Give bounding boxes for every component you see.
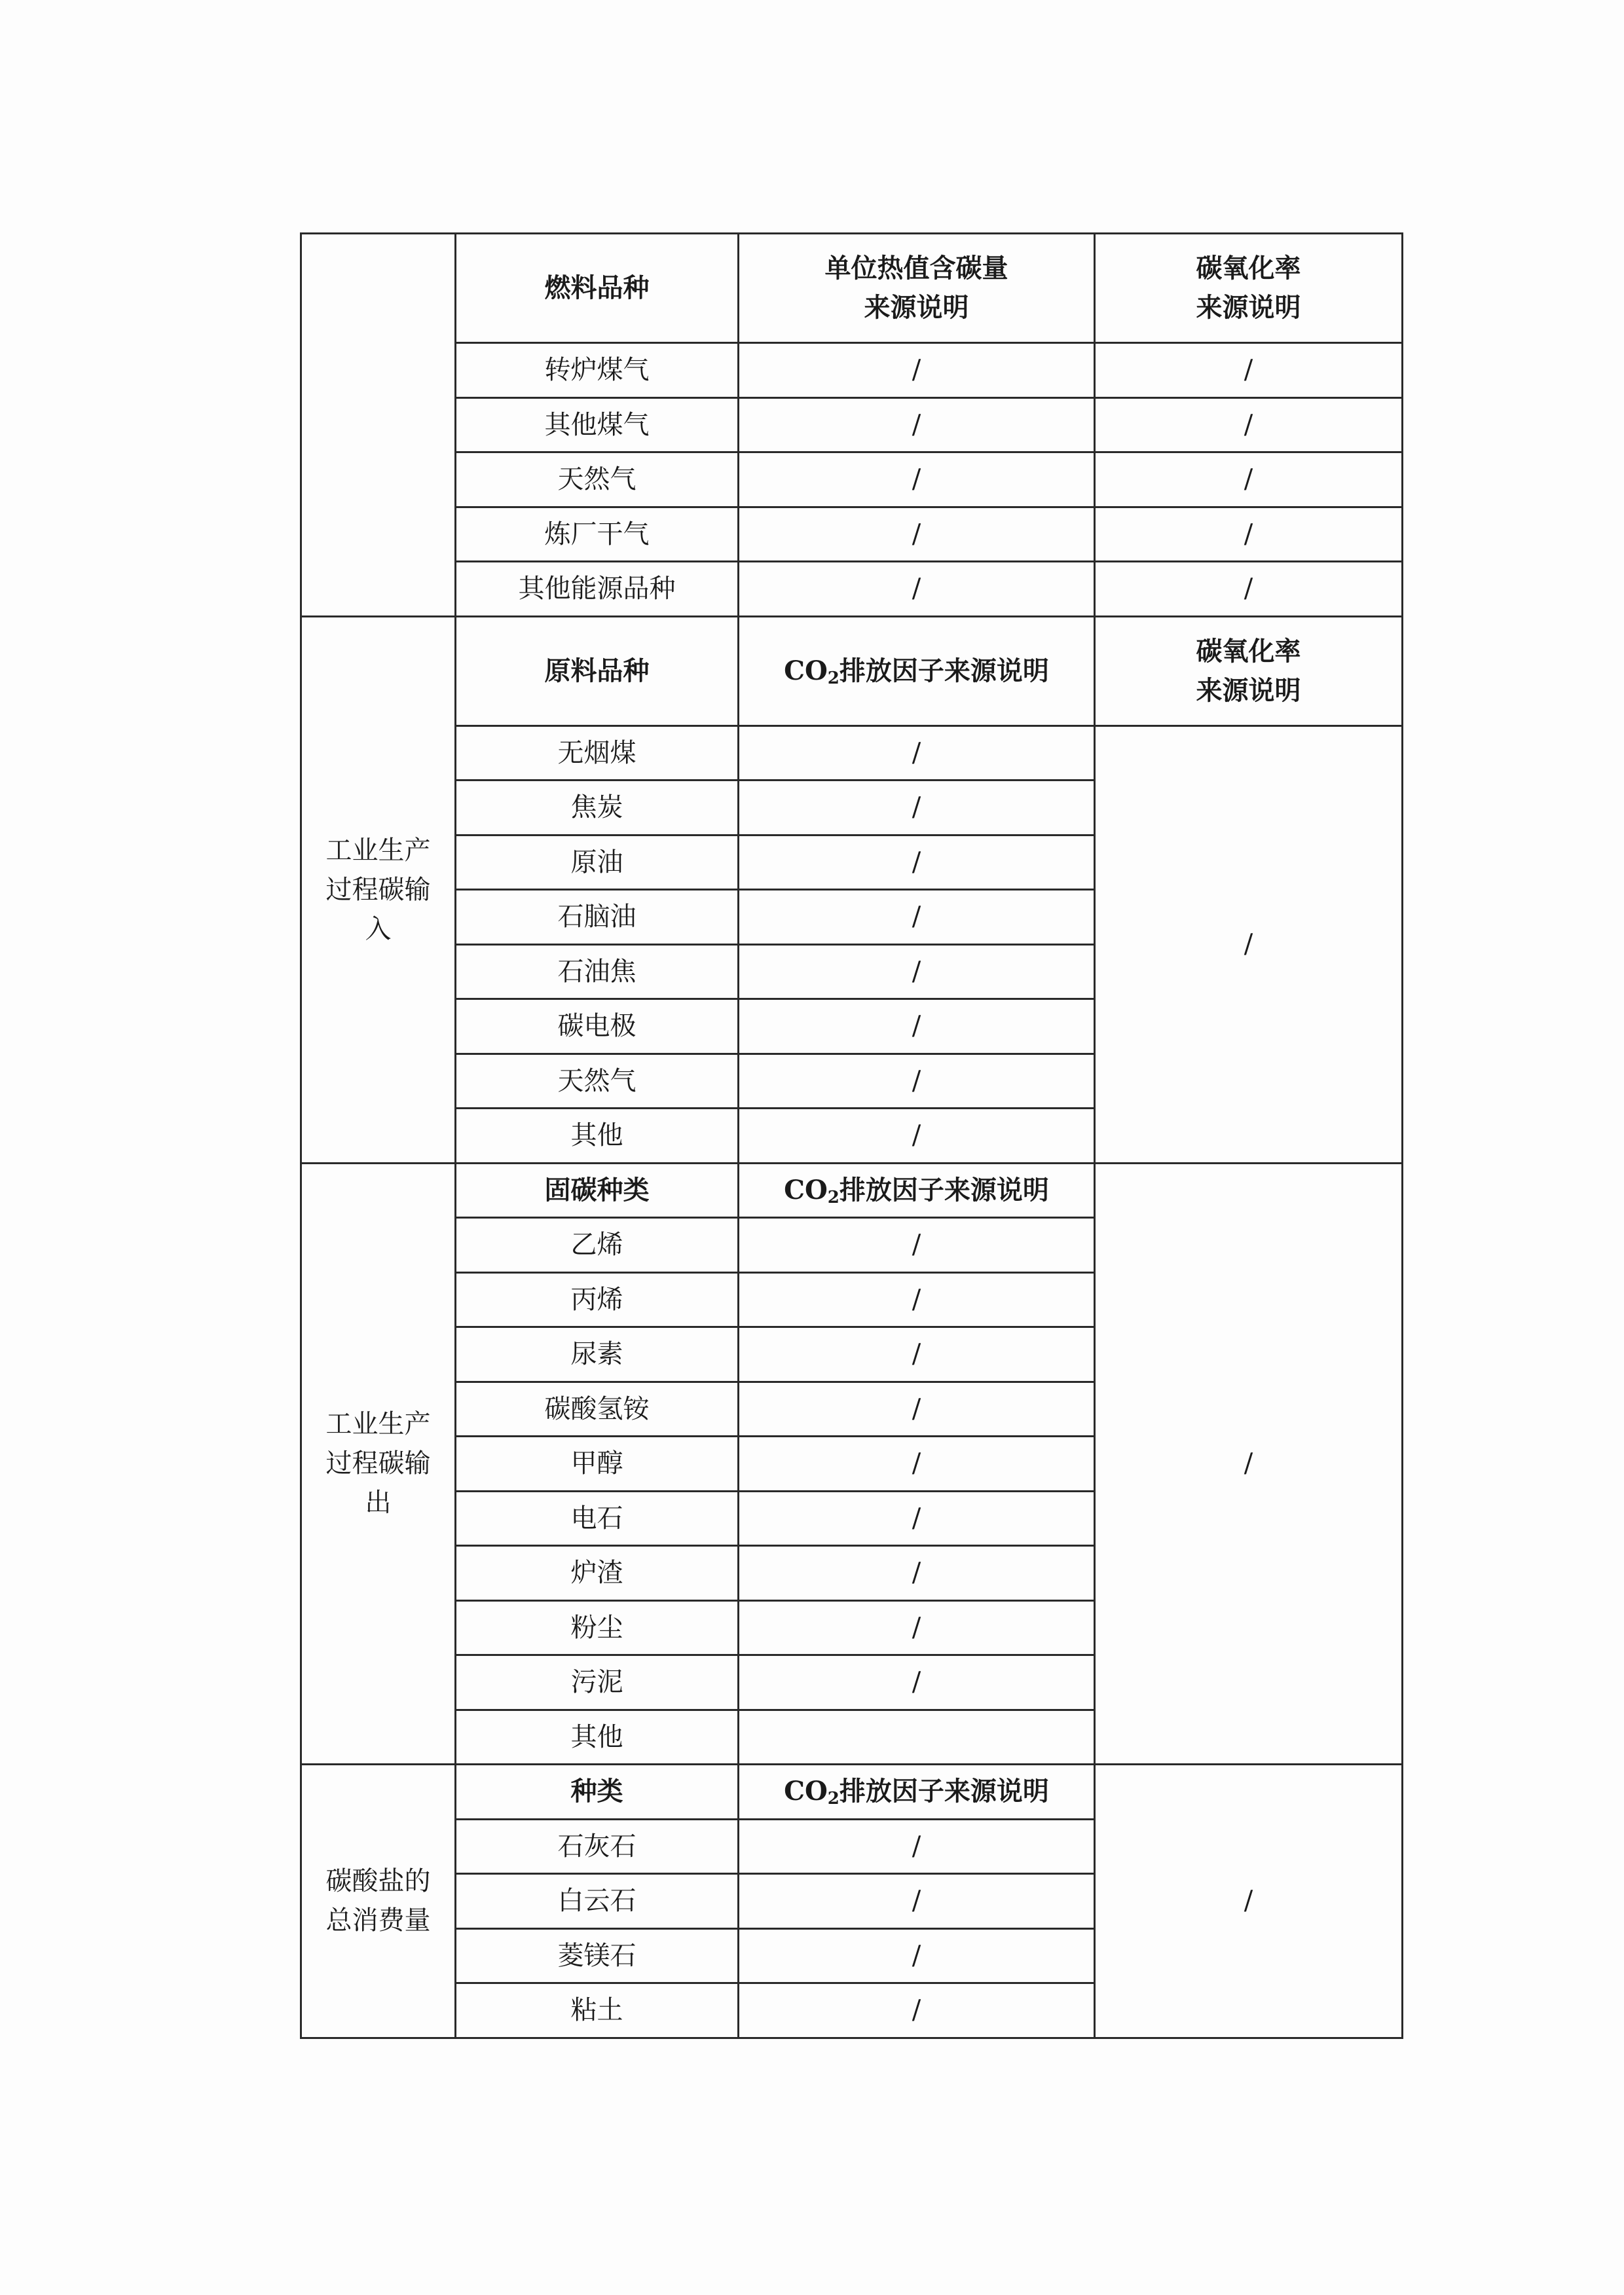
material-name: 无烟煤 <box>456 725 739 780</box>
oxidation-rate-value: / <box>1095 452 1403 507</box>
co2-factor-value: / <box>739 1382 1095 1437</box>
material-name: 天然气 <box>456 1054 739 1109</box>
fixation-name: 污泥 <box>456 1655 739 1710</box>
material-name: 焦炭 <box>456 780 739 835</box>
co2-factor-value: / <box>739 999 1095 1054</box>
table-row <box>301 343 1403 398</box>
fixation-name: 尿素 <box>456 1327 739 1382</box>
section1-header-row <box>301 234 1403 343</box>
co2-factor-value: / <box>739 944 1095 999</box>
fuel-name: 天然气 <box>456 452 739 507</box>
co2-factor-value: / <box>739 1874 1095 1929</box>
carbonate-type-header: 种类 <box>456 1765 739 1820</box>
oxidation-rate-value: / <box>1095 562 1403 617</box>
table-row <box>301 562 1403 617</box>
section4-category-line2: 总消费量 <box>325 1905 431 1936</box>
section3-category-cell <box>301 1163 456 1765</box>
section1-category-cell <box>301 234 456 617</box>
co2-factor-value: / <box>739 835 1095 890</box>
carbon-content-header-line2: 来源说明 <box>864 292 969 323</box>
fixation-name: 其他 <box>456 1710 739 1765</box>
section3-category-line2: 过程碳输 <box>325 1448 431 1479</box>
fuel-type-header: 燃料品种 <box>456 234 739 343</box>
fixation-name: 乙烯 <box>456 1218 739 1273</box>
carbon-content-value: / <box>739 507 1095 562</box>
section3-merged-value: / <box>1095 1163 1403 1765</box>
table-row <box>301 397 1403 452</box>
carbon-content-value: / <box>739 397 1095 452</box>
co2-factor-value: / <box>739 1819 1095 1874</box>
co2-factor-header <box>739 1765 1095 1820</box>
co2-factor-value: / <box>739 1600 1095 1655</box>
section2-merged-value: / <box>1095 725 1403 1163</box>
section2-header-row <box>301 616 1403 725</box>
carbon-content-value: / <box>739 562 1095 617</box>
co2-subscript: 2 <box>827 1789 840 1809</box>
co2-factor-value: / <box>739 890 1095 945</box>
co2-suffix: 排放因子来源说明 <box>839 1174 1049 1205</box>
section4-category-cell <box>301 1765 456 2038</box>
carbon-content-value: / <box>739 452 1095 507</box>
oxidation-rate-header-line2: 来源说明 <box>1196 674 1301 706</box>
fixation-name: 炉渣 <box>456 1546 739 1601</box>
co2-factor-value: / <box>739 1272 1095 1327</box>
fuel-name: 其他煤气 <box>456 397 739 452</box>
carbon-content-header-line1: 单位热值含碳量 <box>824 253 1008 284</box>
fixation-name: 电石 <box>456 1491 739 1546</box>
co2-factor-value: / <box>739 1218 1095 1273</box>
co2-factor-value: / <box>739 780 1095 835</box>
section4-category-line1: 碳酸盐的 <box>325 1866 431 1897</box>
section2-category-line1: 工业生产 <box>325 835 431 866</box>
section2-category-cell <box>301 616 456 1163</box>
oxidation-rate-header <box>1095 616 1403 725</box>
co2-factor-value: / <box>739 1983 1095 2038</box>
co2-prefix: CO <box>784 1174 828 1205</box>
oxidation-rate-header-line1: 碳氧化率 <box>1196 253 1301 284</box>
section4-header-row <box>301 1765 1403 1820</box>
material-name: 石脑油 <box>456 890 739 945</box>
table-row <box>301 452 1403 507</box>
carbonate-name: 石灰石 <box>456 1819 739 1874</box>
co2-factor-value <box>739 1710 1095 1765</box>
co2-factor-value: / <box>739 1437 1095 1492</box>
co2-factor-value: / <box>739 1327 1095 1382</box>
fixation-name: 甲醇 <box>456 1437 739 1492</box>
material-name: 其他 <box>456 1109 739 1164</box>
co2-suffix: 排放因子来源说明 <box>839 1776 1049 1807</box>
section3-category-line3: 出 <box>365 1488 392 1518</box>
co2-factor-value: / <box>739 1109 1095 1164</box>
fuel-name: 转炉煤气 <box>456 343 739 398</box>
co2-factor-header <box>739 616 1095 725</box>
co2-prefix: CO <box>784 655 828 686</box>
table-row <box>301 507 1403 562</box>
fixation-name: 粉尘 <box>456 1600 739 1655</box>
oxidation-rate-value: / <box>1095 397 1403 452</box>
co2-factor-value: / <box>739 1928 1095 1983</box>
carbon-content-header <box>739 234 1095 343</box>
co2-subscript: 2 <box>827 1187 840 1207</box>
co2-prefix: CO <box>784 1776 828 1807</box>
oxidation-rate-header <box>1095 234 1403 343</box>
oxidation-rate-value: / <box>1095 507 1403 562</box>
co2-factor-value: / <box>739 1546 1095 1601</box>
section3-category-line1: 工业生产 <box>325 1409 431 1440</box>
carbonate-name: 白云石 <box>456 1874 739 1929</box>
section4-merged-value: / <box>1095 1765 1403 2038</box>
co2-suffix: 排放因子来源说明 <box>839 655 1049 686</box>
fuel-name: 其他能源品种 <box>456 562 739 617</box>
carbon-content-value: / <box>739 343 1095 398</box>
oxidation-rate-header-line2: 来源说明 <box>1196 292 1301 323</box>
section2-category-line2: 过程碳输 <box>325 874 431 905</box>
carbon-fixation-header: 固碳种类 <box>456 1163 739 1218</box>
table-row <box>301 725 1403 780</box>
oxidation-rate-value: / <box>1095 343 1403 398</box>
carbonate-name: 菱镁石 <box>456 1928 739 1983</box>
co2-factor-value: / <box>739 1054 1095 1109</box>
oxidation-rate-header-line1: 碳氧化率 <box>1196 635 1301 667</box>
section3-header-row <box>301 1163 1403 1218</box>
co2-subscript: 2 <box>827 668 840 688</box>
material-name: 碳电极 <box>456 999 739 1054</box>
co2-factor-header <box>739 1163 1095 1218</box>
co2-factor-value: / <box>739 1491 1095 1546</box>
material-name: 石油焦 <box>456 944 739 999</box>
fuel-name: 炼厂干气 <box>456 507 739 562</box>
fixation-name: 碳酸氢铵 <box>456 1382 739 1437</box>
carbonate-name: 粘土 <box>456 1983 739 2038</box>
raw-material-header: 原料品种 <box>456 616 739 725</box>
emission-source-table <box>300 232 1403 2039</box>
section2-category-line3: 入 <box>365 913 392 944</box>
material-name: 原油 <box>456 835 739 890</box>
co2-factor-value: / <box>739 1655 1095 1710</box>
fixation-name: 丙烯 <box>456 1272 739 1327</box>
co2-factor-value: / <box>739 725 1095 780</box>
